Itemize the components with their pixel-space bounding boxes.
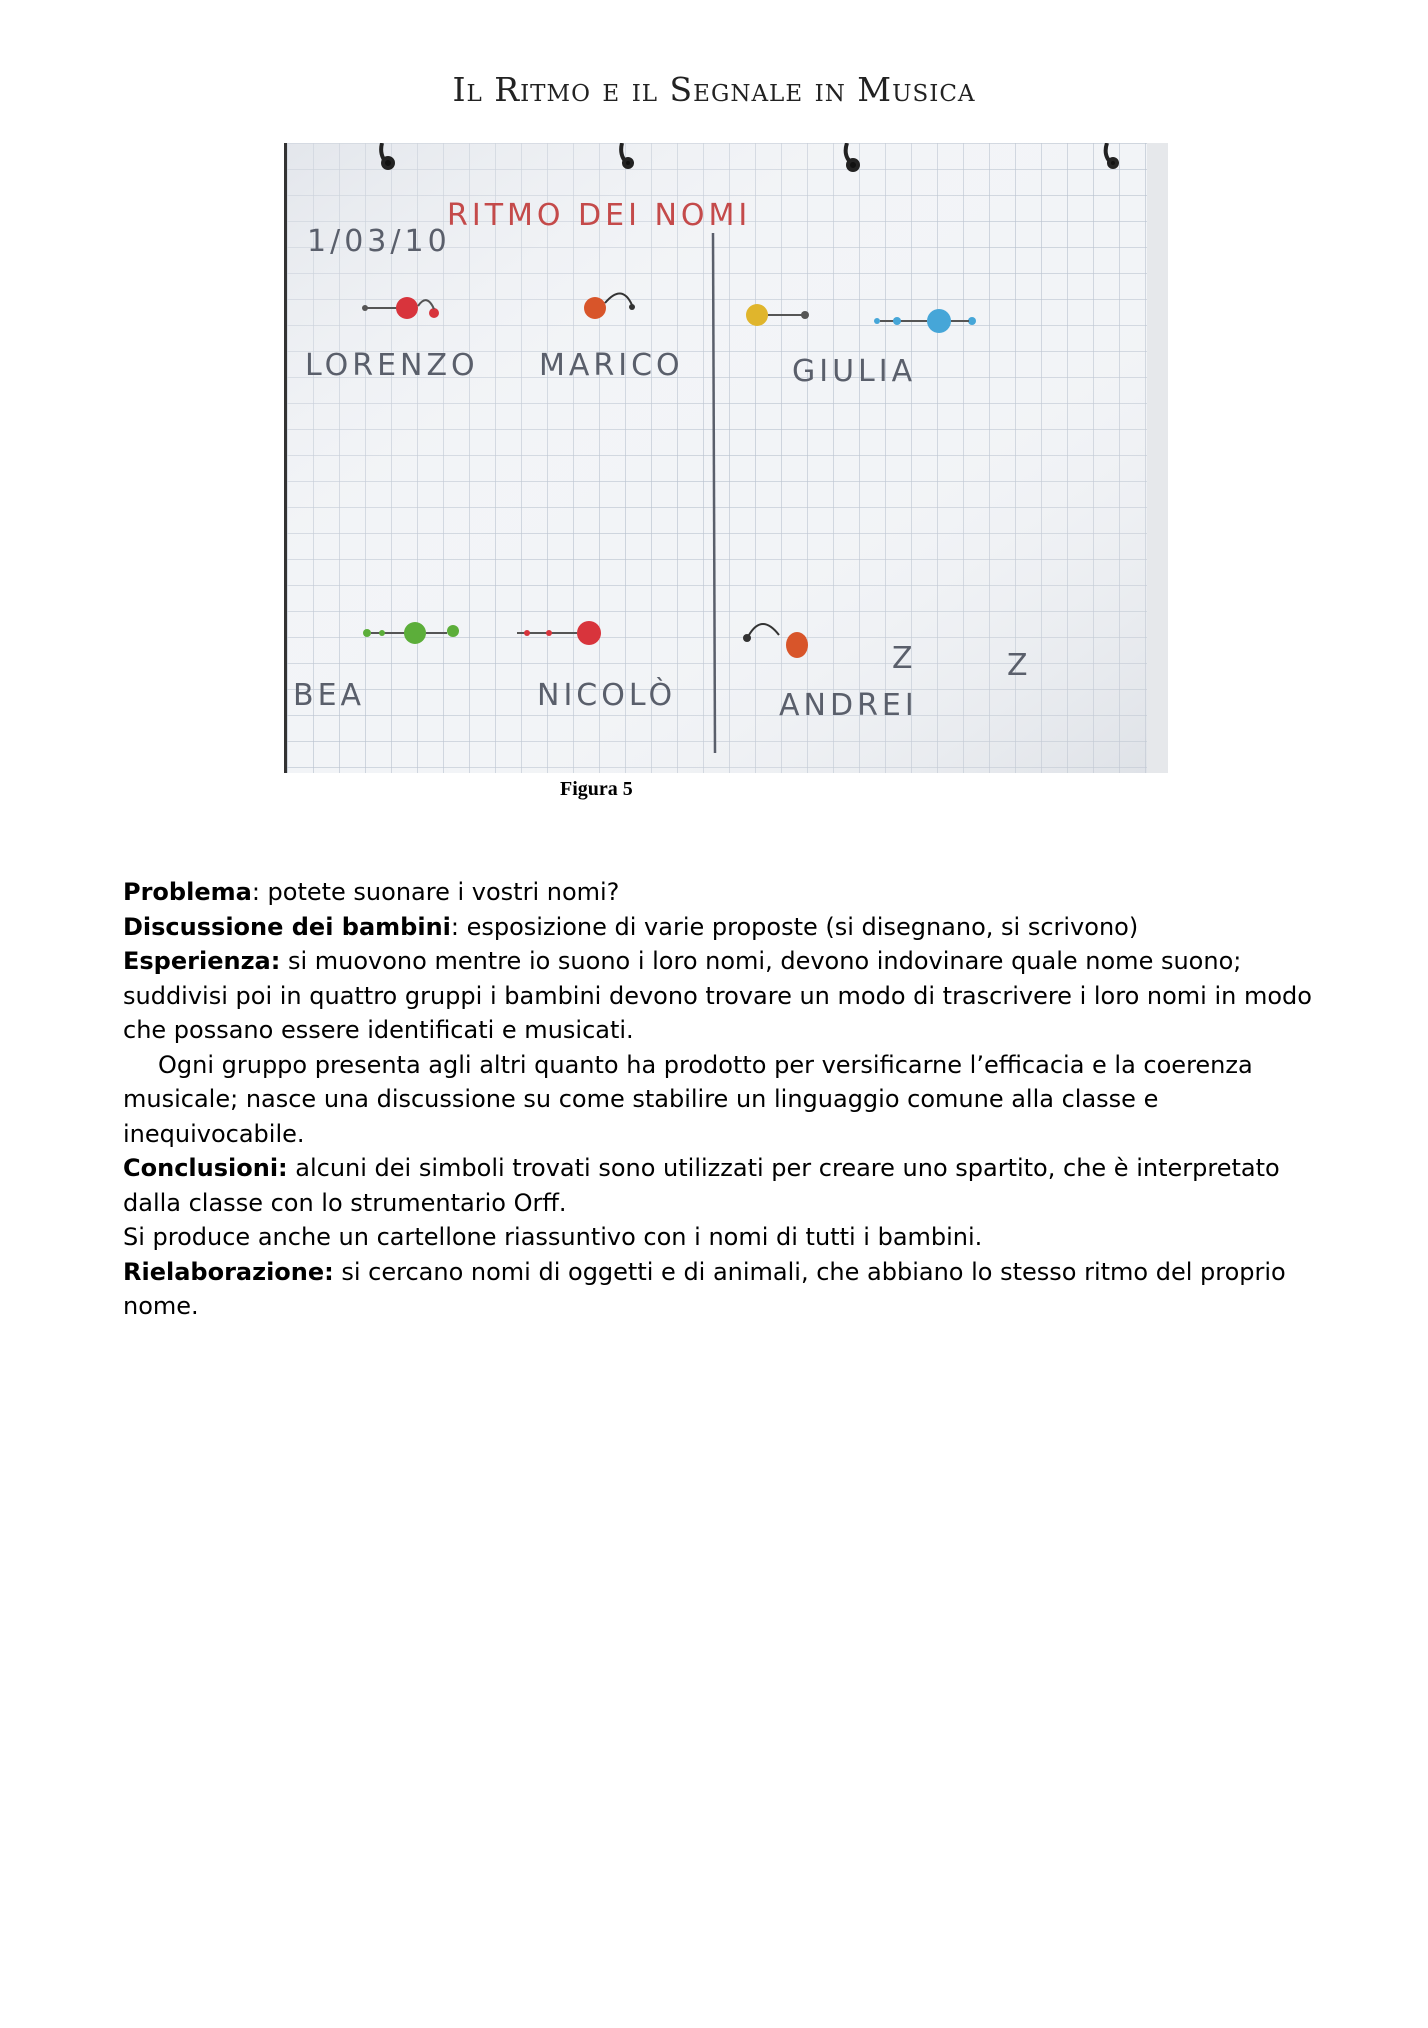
figure-photo <box>284 143 1168 773</box>
paragraph-problema <box>123 875 1313 910</box>
drawing-date: 1/03/10 <box>307 224 451 259</box>
label-esperienza: Esperienza: <box>123 947 281 975</box>
label-discussione: Discussione dei bambini <box>123 912 451 941</box>
paragraph-cartellone: Si produce anche un cartellone riassuntivo con i nomi di tutti i bambini. <box>123 1223 983 1251</box>
paragraph-conclusioni <box>123 1151 1313 1220</box>
paragraph-esperienza <box>123 944 1313 1048</box>
label-problema: Problema <box>123 878 252 906</box>
paragraph-discussione <box>123 910 1313 945</box>
page-header: Il Ritmo e il Segnale in Musica <box>452 70 976 109</box>
text-rielaborazione: si cercano nomi di oggetti e di animali, che abbiano lo stesso ritmo del proprio nome. <box>123 1257 1286 1320</box>
figure-caption: Figura 5 <box>560 778 633 800</box>
drawing-name-marico: MARICO <box>539 348 684 383</box>
text-conclusioni: alcuni dei simboli trovati sono utilizzati per creare uno spartito, che è interpretato dalla classe con lo strumentario Orff. <box>123 1154 1280 1217</box>
drawing-name-lorenzo: LORENZO <box>305 348 479 383</box>
document-body <box>123 875 1313 1324</box>
drawing-name-bea: BEA <box>293 678 366 713</box>
paragraph-rielaborazione <box>123 1255 1313 1324</box>
drawing-name-giulia: GIULIA <box>792 354 917 389</box>
drawing-mark-z-2: Z <box>1007 648 1032 683</box>
drawing-title: RITMO DEI NOMI <box>447 198 752 233</box>
text-discussione: : esposizione di varie proposte (si disegnano, si scrivono) <box>450 912 1139 941</box>
paragraph-ogni-gruppo: Ogni gruppo presenta agli altri quanto ha prodotto per versificarne l’efficacia e la coerenza musicale; nasce una discussione su come stabilire un linguaggio comune alla classe e inequivocabile. <box>123 1050 1253 1148</box>
text-problema: : potete suonare i vostri nomi? <box>251 878 620 906</box>
text-esperienza: si muovono mentre io suono i loro nomi, devono indovinare quale nome suono; suddivisi poi in quattro gruppi i bambini devono trovare un modo di trascrivere i loro nomi in modo che possano essere identificati e musicati. <box>123 947 1312 1044</box>
label-conclusioni: Conclusioni: <box>123 1154 288 1182</box>
drawing-name-andrei: ANDREI <box>779 688 918 723</box>
label-rielaborazione: Rielaborazione: <box>123 1257 334 1286</box>
drawing-name-nicolo: NICOLÒ <box>537 678 677 713</box>
drawing-mark-z-1: Z <box>892 641 917 676</box>
